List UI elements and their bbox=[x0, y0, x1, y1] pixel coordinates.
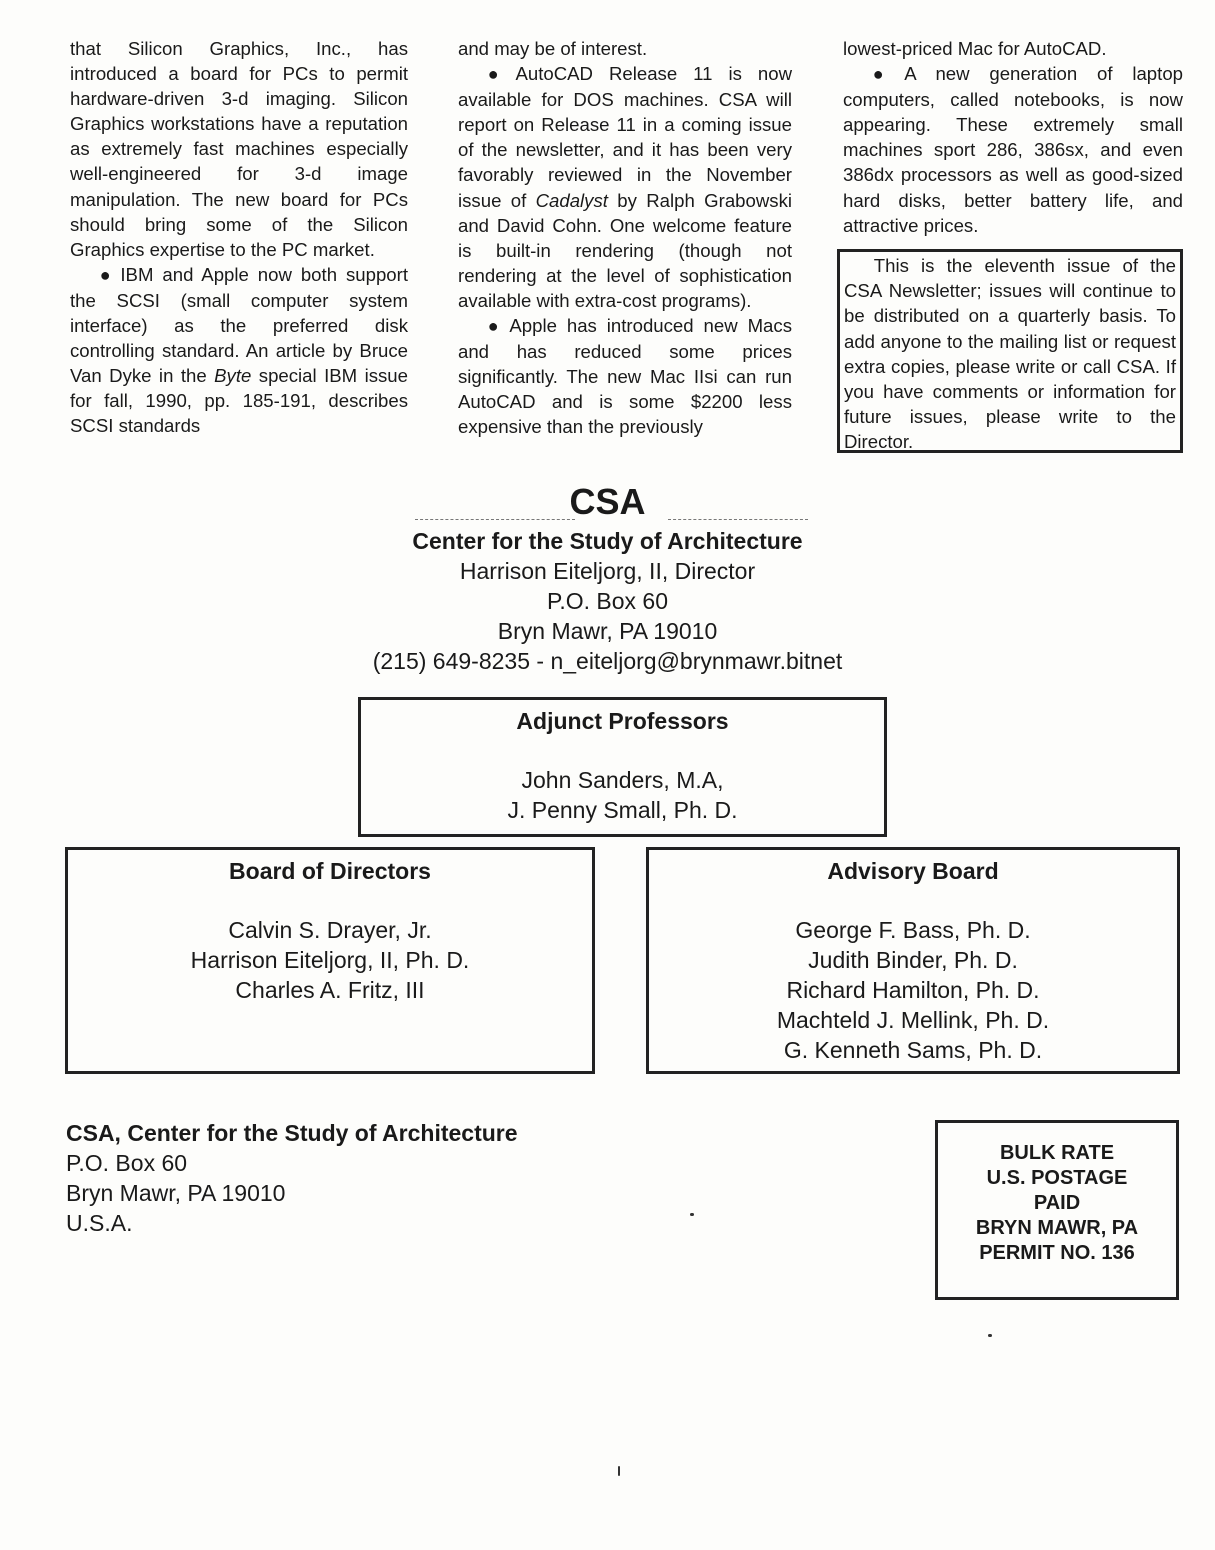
bullet-icon: ● bbox=[487, 316, 504, 337]
return-address-org: CSA, Center for the Study of Architecture bbox=[66, 1120, 518, 1146]
bullet-icon: ● bbox=[487, 64, 510, 85]
column1-paragraph-1: that Silicon Graphics, Inc., has introduced a board for PCs to permit hardware-driven 3-d imaging. Silicon Graphics workstations have a reputation as extremely fast machines especially well-engineered for 3-d image manipulation. The new board for PCs should bring some of the Silicon Graphics expertise to the PC market. bbox=[70, 38, 408, 260]
newsletter-notice-box bbox=[837, 249, 1183, 453]
contact-line: (215) 649-8235 - n_eiteljorg@brynmawr.bitnet bbox=[372, 648, 843, 674]
org-abbrev: CSA bbox=[569, 481, 646, 522]
column2-paragraph-2: ● AutoCAD Release 11 is now available for DOS machines. CSA will report on Release 11 in a coming issue of the newsletter, and it has been very favorably reviewed in the November issue of Cadalyst by Ralph Grabowski and David Cohn. One welcome feature is built-in rendering (though not rendering at the level of sophistication available with extra-cost programs). bbox=[458, 63, 792, 311]
masthead bbox=[0, 480, 1215, 676]
list-item: George F. Bass, Ph. D. bbox=[795, 917, 1031, 943]
scan-speck bbox=[988, 1334, 992, 1337]
return-address-line: P.O. Box 60 bbox=[66, 1150, 188, 1176]
advisory-title: Advisory Board bbox=[827, 858, 999, 884]
column2-paragraph-1: and may be of interest. bbox=[458, 38, 648, 59]
org-name: Center for the Study of Architecture bbox=[412, 528, 803, 554]
list-item: J. Penny Small, Ph. D. bbox=[507, 797, 738, 823]
scan-speck bbox=[618, 1466, 620, 1476]
list-item: John Sanders, M.A, bbox=[521, 767, 724, 793]
postage-line: PERMIT NO. 136 bbox=[979, 1242, 1135, 1264]
return-address-line: U.S.A. bbox=[66, 1210, 133, 1236]
postage-line: U.S. POSTAGE bbox=[986, 1167, 1128, 1189]
bullet-icon: ● bbox=[99, 264, 115, 285]
postage-indicia bbox=[935, 1120, 1179, 1300]
article-column-2 bbox=[458, 36, 792, 440]
article-column-3 bbox=[843, 36, 1183, 238]
article-column-1 bbox=[70, 36, 408, 439]
adjunct-title: Adjunct Professors bbox=[516, 708, 729, 734]
list-item: Machteld J. Mellink, Ph. D. bbox=[776, 1007, 1050, 1033]
director-line: Harrison Eiteljorg, II, Director bbox=[459, 558, 756, 584]
return-address-line: Bryn Mawr, PA 19010 bbox=[66, 1180, 286, 1206]
list-item: Harrison Eiteljorg, II, Ph. D. bbox=[190, 947, 470, 973]
list-item: Judith Binder, Ph. D. bbox=[808, 947, 1018, 973]
adjunct-professors-box bbox=[358, 697, 887, 837]
column1-paragraph-2: ● IBM and Apple now both support the SCSI (small computer system interface) as the preferred disk controlling standard. An article by Bruce Van Dyke in the Byte special IBM issue for fall, 1990, pp. 185-191, describes SCSI standards bbox=[70, 263, 408, 437]
postage-line: PAID bbox=[1033, 1192, 1081, 1214]
postage-line: BRYN MAWR, PA bbox=[975, 1217, 1139, 1239]
board-of-directors-box bbox=[65, 847, 595, 1074]
bullet-icon: ● bbox=[872, 64, 899, 85]
list-item: Charles A. Fritz, III bbox=[235, 977, 425, 1003]
postage-line: BULK RATE bbox=[999, 1142, 1115, 1164]
po-box-line: P.O. Box 60 bbox=[546, 588, 669, 614]
column3-paragraph-2: ● A new generation of laptop computers, called notebooks, is now appearing. These extremely small machines sport 286, 386sx, and even 386dx processors as well as good-sized hard disks, better battery life, and attractive prices. bbox=[843, 63, 1183, 236]
list-item: G. Kenneth Sams, Ph. D. bbox=[783, 1037, 1043, 1063]
column3-paragraph-1: lowest-priced Mac for AutoCAD. bbox=[843, 38, 1107, 59]
board-title: Board of Directors bbox=[229, 858, 431, 884]
scan-speck bbox=[690, 1213, 694, 1216]
return-address bbox=[66, 1118, 518, 1238]
list-item: Calvin S. Drayer, Jr. bbox=[228, 917, 432, 943]
notice-text: This is the eleventh issue of the CSA Newsletter; issues will continue to be distributed on a quarterly basis. To add anyone to the mailing list or request extra copies, please write or call CSA. If you have comments or information for future issues, please write to the Director. bbox=[844, 255, 1176, 453]
advisory-board-box bbox=[646, 847, 1180, 1074]
column2-paragraph-3: ● Apple has introduced new Macs and has reduced some prices significantly. The new Mac IIsi can run AutoCAD and is some $2200 less expensive than the previously bbox=[458, 315, 792, 438]
city-line: Bryn Mawr, PA 19010 bbox=[497, 618, 718, 644]
list-item: Richard Hamilton, Ph. D. bbox=[786, 977, 1040, 1003]
